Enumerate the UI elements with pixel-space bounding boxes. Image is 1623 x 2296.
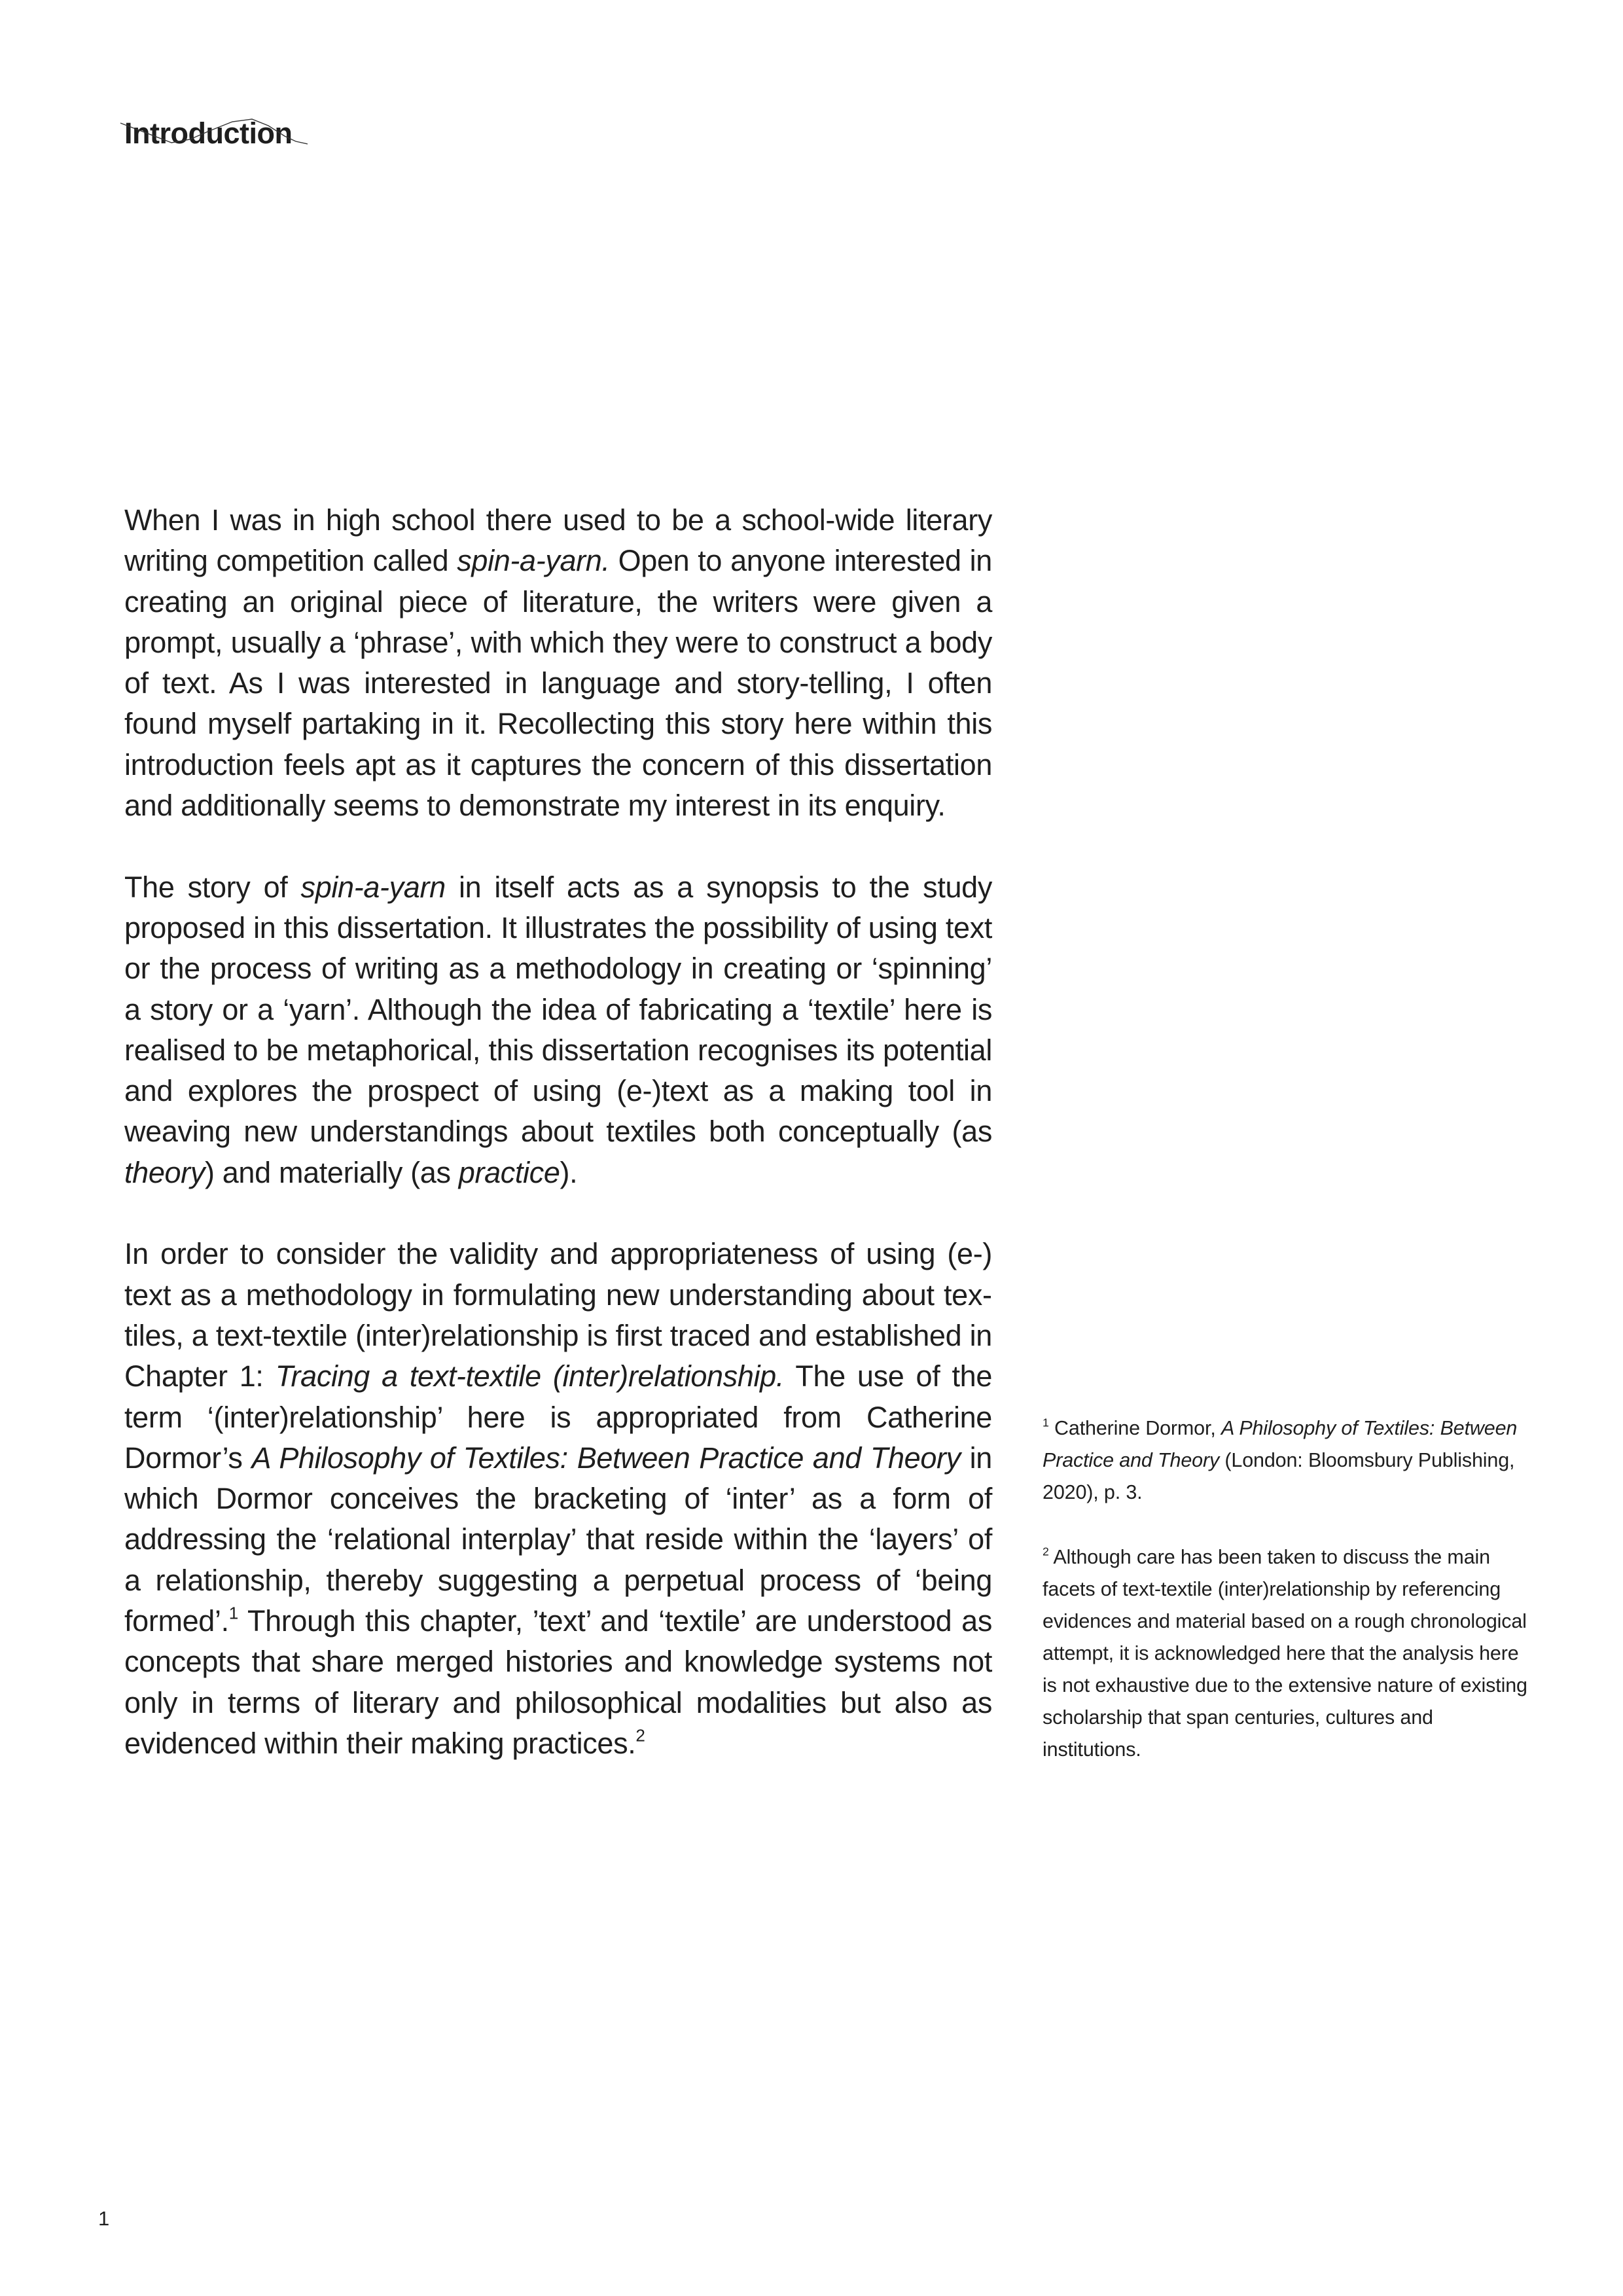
footnote-1 (1043, 1412, 1533, 1509)
footnote-reference: 2 (635, 1725, 645, 1746)
italic-text: A Philosophy of Textiles: Between Practice and Theory (251, 1441, 961, 1475)
page-heading: Introduction (124, 117, 293, 150)
paragraph (124, 867, 992, 1193)
text-run: ) and materially (as (204, 1155, 459, 1189)
text-run: The story of (124, 870, 301, 904)
footnote-reference: 1 (228, 1603, 238, 1623)
text-run: in which Dormor conceives the bracketing of ‘inter’ as a form of addressing the ‘relational interplay’ that reside within the ‘layers’ of a relationship, thereby suggesting a perpetual process of ‘being formed’. (124, 1441, 992, 1638)
text-run: In order to consider the validity and appropriateness of using (e-)​text as a methodology in formulating new understanding about textiles, a text-textile (inter)relationship is first traced and established in Chapter 1: (124, 1237, 992, 1393)
text-run: Although care has been taken to discuss the main facets of text-textile (inter)relationship by referencing evidences and material based on a rough chronological attempt, it is acknowledged here that the analysis here is not exhaustive due to the extensive nature of existing scholarship that span centuries, cultures and institutions. (1043, 1546, 1527, 1761)
text-run: Open to anyone interested in creating an original piece of literature, the writers were given a prompt, usually a ‘phrase’, with which they were to construct a body of text. As I was interested in language and story-telling, I often found myself partaking in it. Recollecting this story here within this introduction feels apt as it captures the concern of this dissertation and additionally seems to demonstrate my interest in its enquiry. (124, 544, 992, 823)
italic-text: practice (458, 1155, 560, 1189)
text-run: When I was in high school there used to be a school-wide literary writing competition called (124, 503, 992, 578)
italic-text: spin-a-yarn. (457, 544, 610, 578)
body-text (124, 500, 992, 1805)
text-run: Through this chapter, ’text’ and ‘textile’ are understood as concepts that share merged histories and knowledge systems not only in terms of literary and philosophical modalities but also as evidenced within their making practices. (124, 1604, 992, 1760)
italic-text: spin-a-yarn (300, 870, 446, 904)
text-run: The use of the term ‘(inter)relationship’ here is appropriated from Catherine Dormor’s (124, 1359, 992, 1475)
text-run: in itself acts as a synopsis to the study proposed in this dissertation. It illustrates the possibility of using text or the process of writing as a methodology in creating or ‘spinning’ a story or a ‘yarn’. Although the idea of fabricating a ‘textile’ here is realised to be metaphorical, this dissertation recognises its potential and explores the prospect of using (e-)text as a making tool in weaving new understandings about textiles both conceptually (as (124, 870, 992, 1149)
footnote-reference: 2 (1043, 1545, 1049, 1558)
footnote-reference: 1 (1043, 1416, 1049, 1429)
text-run: (London: Bloomsbury Publishing, 2020), p. 3. (1043, 1449, 1515, 1503)
footnote-2 (1043, 1541, 1533, 1766)
text-run: Catherine Dormor, (1048, 1417, 1221, 1439)
paragraph (124, 1234, 992, 1764)
italic-text: theory (124, 1155, 205, 1189)
page-number: 1 (98, 2207, 110, 2230)
italic-text: Tracing a text-textile (inter)relationship. (275, 1359, 785, 1393)
text-run: ). (560, 1155, 578, 1189)
italic-text: A Philosophy of Textiles: Between Practice and Theory (1043, 1417, 1518, 1471)
paragraph (124, 500, 992, 826)
